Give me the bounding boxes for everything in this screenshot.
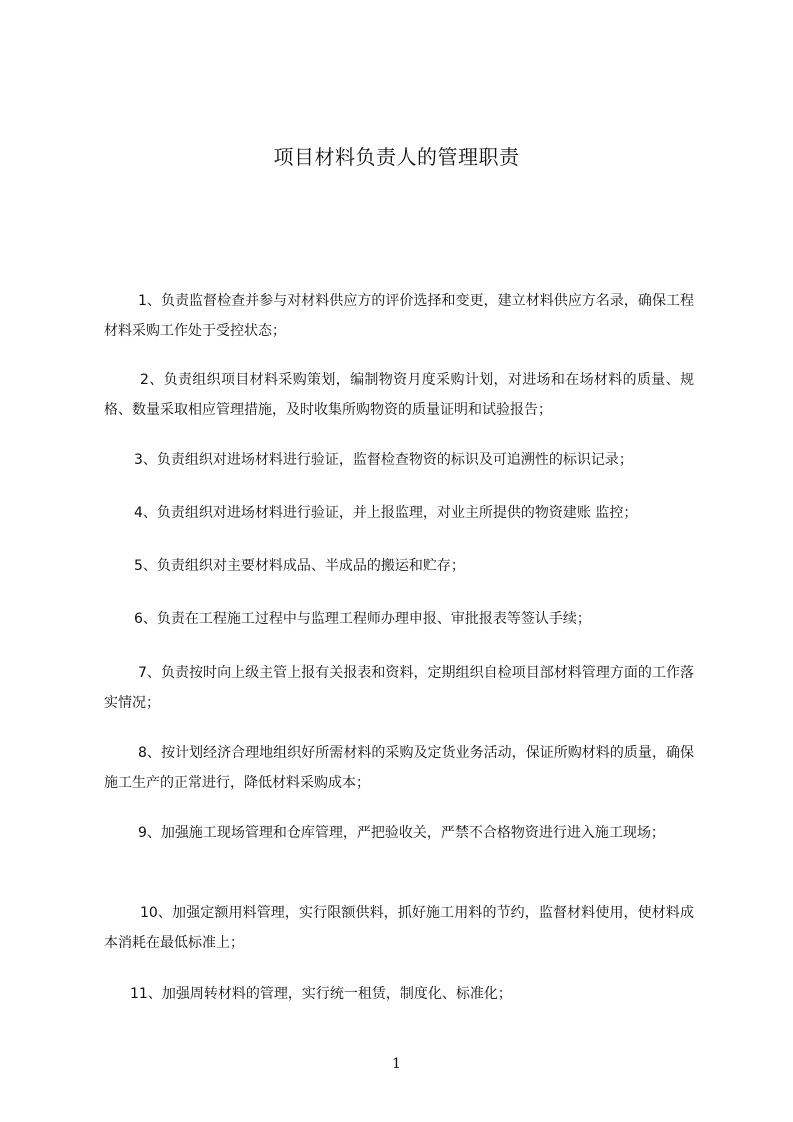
page-number: 1 xyxy=(392,1056,401,1072)
document-title: 项目材料负责人的管理职责 xyxy=(273,145,520,169)
responsibility-item-11: 11、加强周转材料的管理，实行统一租赁，制度化、标准化； xyxy=(130,986,512,1002)
responsibility-item-8: 8、按计划经济合理地组织好所需材料的采购及定货业务活动，保证所购材料的质量，确保施工生产的正常进行，降低材料采购成本； xyxy=(104,745,694,791)
responsibility-item-5: 5、负责组织对主要材料成品、半成品的搬运和贮存； xyxy=(134,558,465,574)
responsibility-item-2: 2、负责组织项目材料采购策划，编制物资月度采购计划，对进场和在场材料的质量、规格、数量采取相应管理措施，及时收集所购物资的质量证明和试验报告； xyxy=(104,372,694,418)
responsibility-item-3: 3、负责组织对进场材料进行验证，监督检查物资的标识及可追溯性的标识记录； xyxy=(134,452,633,468)
responsibility-item-6: 6、负责在工程施工过程中与监理工程师办理申报、审批报表等签认手续； xyxy=(134,611,591,627)
responsibility-item-4: 4、负责组织对进场材料进行验证，并上报监理，对业主所提供的物资建账 监控； xyxy=(134,505,638,521)
responsibility-item-10: 10、加强定额用料管理，实行限额供料，抓好施工用料的节约，监督材料使用，使材料成本消耗在最低标准上； xyxy=(104,905,694,951)
responsibility-item-9: 9、加强施工现场管理和仓库管理，严把验收关，严禁不合格物资进行进入施工现场； xyxy=(138,825,665,841)
responsibility-item-1: 1、负责监督检查并参与对材料供应方的评价选择和变更，建立材料供应方名录，确保工程材料采购工作处于受控状态； xyxy=(104,293,694,339)
responsibility-item-7: 7、负责按时向上级主管上报有关报表和资料，定期组织自检项目部材料管理方面的工作落实情况； xyxy=(104,665,694,711)
